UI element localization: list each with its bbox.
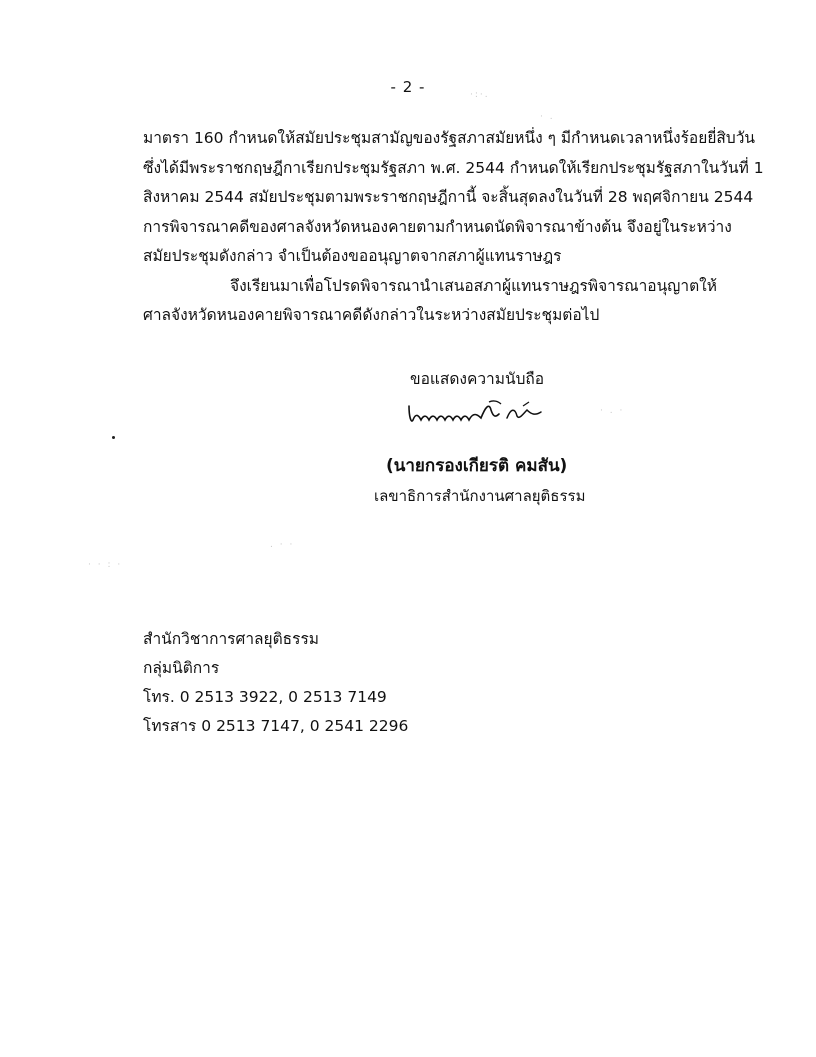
page-number: - 2 - (390, 78, 426, 96)
body-line: ศาลจังหวัดหนองคายพิจารณาคดีดังกล่าวในระหว่างสมัยประชุมต่อไป (143, 306, 600, 324)
scan-noise: · . (540, 112, 555, 122)
footer-phone: โทร. 0 2513 3922, 0 2513 7149 (143, 688, 387, 706)
scan-speck (112, 436, 115, 439)
scan-noise: · · : · (88, 560, 123, 570)
body-line: สมัยประชุมดังกล่าว จำเป็นต้องขออนุญาตจากสภาผู้แทนราษฎร (143, 247, 562, 265)
scan-noise: . · · (270, 540, 295, 550)
signer-name: (นายกรองเกียรติ คมสัน) (386, 456, 568, 476)
signer-title: เลขาธิการสำนักงานศาลยุติธรรม (374, 487, 586, 505)
body-line: ซึ่งได้มีพระราชกฤษฎีกาเรียกประชุมรัฐสภา พ.ศ. 2544 กำหนดให้เรียกประชุมรัฐสภาในวันที่ 1 (143, 158, 764, 177)
footer-division: กลุ่มนิติการ (143, 659, 220, 677)
footer-fax: โทรสาร 0 2513 7147, 0 2541 2296 (143, 717, 409, 735)
body-line: การพิจารณาคดีของศาลจังหวัดหนองคายตามกำหนดนัดพิจารณาข้างต้น จึงอยู่ในระหว่าง (143, 217, 732, 236)
body-line: จึงเรียนมาเพื่อโปรดพิจารณานำเสนอสภาผู้แทนราษฎรพิจารณาอนุญาตให้ (230, 276, 717, 295)
letter-body (143, 124, 763, 331)
handwritten-signature (403, 396, 563, 430)
scan-noise: ·:·. (470, 90, 490, 100)
footer-contact-block (143, 625, 408, 741)
body-line: มาตรา 160 กำหนดให้สมัยประชุมสามัญของรัฐสภาสมัยหนึ่ง ๆ มีกำหนดเวลาหนึ่งร้อยยี่สิบวัน (143, 129, 756, 147)
body-line: สิงหาคม 2544 สมัยประชุมตามพระราชกฤษฎีกานี้ จะสิ้นสุดลงในวันที่ 28 พฤศจิกายน 2544 (143, 188, 754, 206)
footer-office: สำนักวิชาการศาลยุติธรรม (143, 630, 320, 648)
scan-noise: · . · (600, 406, 625, 416)
closing-salutation: ขอแสดงความนับถือ (410, 370, 545, 388)
